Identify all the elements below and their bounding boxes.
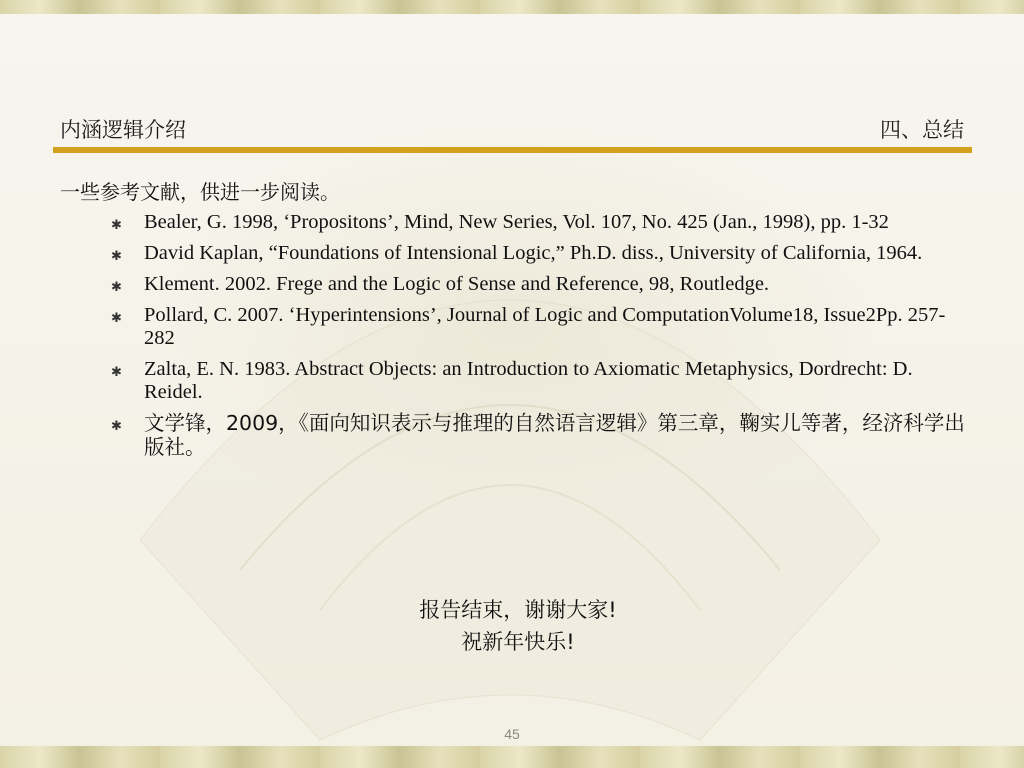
header-rule	[53, 147, 972, 153]
reference-text: Bealer, G. 1998, ‘Propositons’, Mind, New Series, Vol. 107, No. 425 (Jan., 1998), pp. 1-32	[144, 211, 889, 233]
reference-text: Pollard, C. 2007. ‘Hyperintensions’, Journal of Logic and ComputationVolume18, Issue2Pp. 257-282	[144, 304, 946, 349]
reference-text: Klement. 2002. Frege and the Logic of Sense and Reference, 98, Routledge.	[144, 273, 770, 295]
closing-thanks: 报告结束，谢谢大家!	[419, 598, 617, 622]
bullet-icon: ✱	[111, 249, 122, 264]
top-decorative-band	[0, 0, 1024, 14]
reference-item	[60, 412, 965, 460]
bullet-icon: ✱	[111, 365, 122, 380]
reference-text: 文学锋，2009，《面向知识表示与推理的自然语言逻辑》第三章，鞠实儿等著，经济科学出版社。	[144, 411, 965, 459]
reference-item	[60, 242, 965, 265]
reference-item	[60, 211, 965, 234]
bullet-icon: ✱	[111, 419, 122, 434]
closing-greeting: 祝新年快乐!	[461, 630, 575, 654]
page-number: 45	[504, 726, 520, 742]
bullet-icon: ✱	[111, 311, 122, 326]
bottom-decorative-band	[0, 746, 1024, 768]
reference-item	[60, 273, 965, 296]
reference-text: Zalta, E. N. 1983. Abstract Objects: an Introduction to Axiomatic Metaphysics, Dordrecht: D. Reidel.	[144, 358, 913, 403]
header-right-title: 四、总结	[880, 118, 964, 142]
bullet-icon: ✱	[111, 218, 122, 233]
reference-text: David Kaplan, “Foundations of Intensional Logic,” Ph.D. diss., University of California, 1964.	[144, 242, 923, 264]
reference-list	[60, 211, 965, 460]
references-section	[60, 176, 965, 468]
header-left-title: 内涵逻辑介绍	[60, 118, 186, 142]
bullet-icon: ✱	[111, 280, 122, 295]
reference-item	[60, 304, 965, 350]
reference-item	[60, 358, 965, 404]
references-intro: 一些参考文献，供进一步阅读。	[60, 180, 340, 204]
